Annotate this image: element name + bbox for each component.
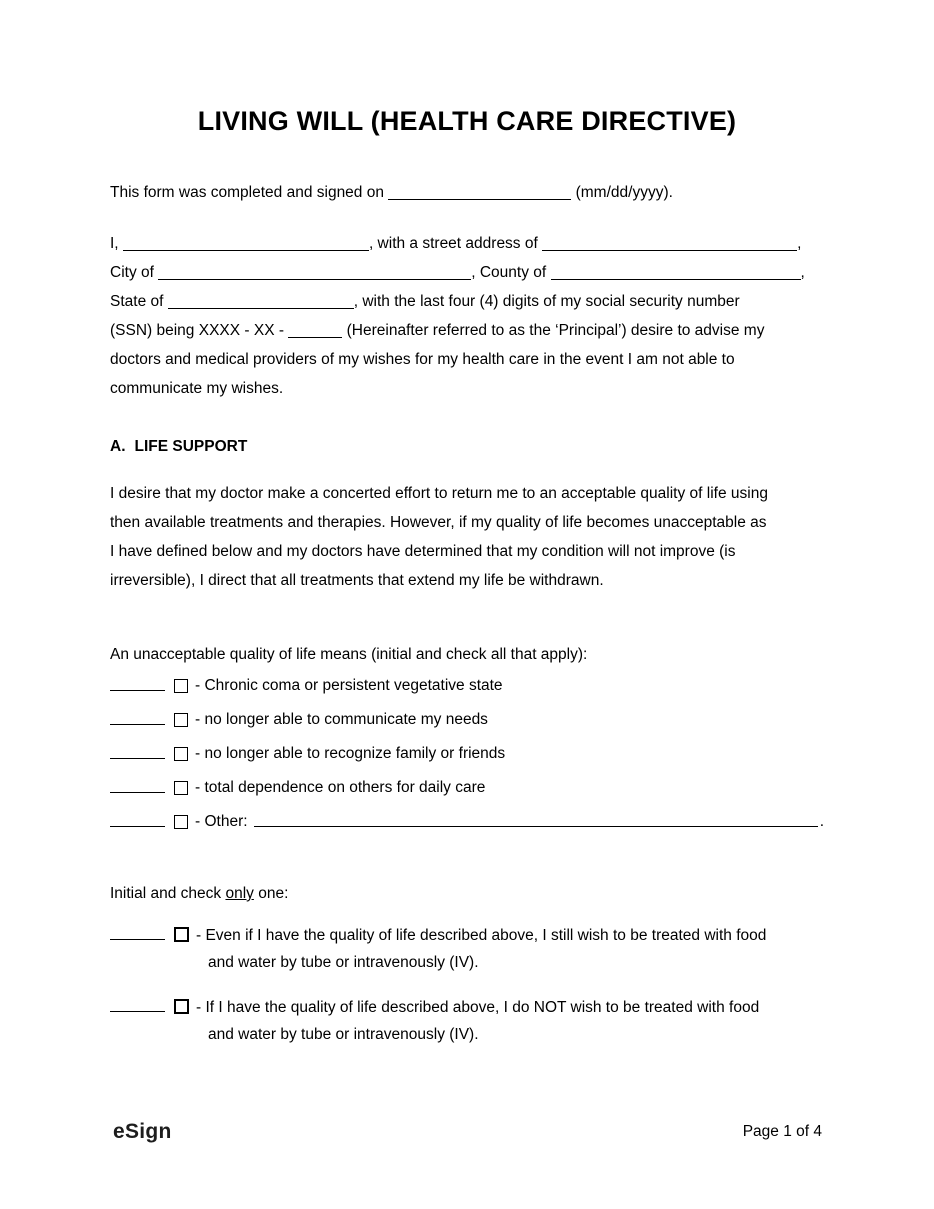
document-title: LIVING WILL (HEALTH CARE DIRECTIVE) bbox=[197, 106, 737, 136]
ssn-prefix-text: (SSN) being XXXX - XX - bbox=[110, 322, 285, 339]
section-a-heading bbox=[110, 438, 824, 456]
principal-line-6: communicate my wishes. bbox=[110, 380, 284, 397]
quality-item-label: - Chronic coma or persistent vegetative state bbox=[195, 677, 503, 694]
page-footer bbox=[113, 1120, 822, 1144]
feeding-intro-before: Initial and check bbox=[110, 885, 222, 902]
state-of-text: State of bbox=[110, 293, 164, 310]
life-support-line: irreversible), I direct that all treatments that extend my life be withdrawn. bbox=[110, 572, 604, 589]
feeding-option-line2: and water by tube or intravenously (IV). bbox=[208, 1025, 479, 1043]
feeding-option-row bbox=[110, 995, 824, 1048]
section-a-title: LIFE SUPPORT bbox=[134, 438, 248, 455]
hereinafter-text: (Hereinafter referred to as the ‘Principal’) desire to advise my bbox=[346, 322, 765, 339]
date-blank[interactable] bbox=[388, 199, 571, 200]
initials-blank[interactable] bbox=[110, 724, 165, 725]
initials-blank[interactable] bbox=[110, 939, 165, 940]
quality-item-label: - total dependence on others for daily care bbox=[195, 779, 486, 796]
principal-line-2 bbox=[110, 258, 824, 287]
principal-line-4 bbox=[110, 316, 824, 345]
quality-item-label: - no longer able to recognize family or friends bbox=[195, 745, 506, 762]
county-of-text: , County of bbox=[471, 264, 547, 281]
other-label: - Other: bbox=[195, 813, 248, 830]
checkbox-icon[interactable] bbox=[174, 747, 188, 761]
initials-blank[interactable] bbox=[110, 792, 165, 793]
ssn-blank[interactable] bbox=[288, 337, 342, 338]
feeding-intro bbox=[110, 884, 824, 904]
street-address-text: , with a street address of bbox=[368, 235, 538, 252]
principal-line-1 bbox=[110, 229, 824, 258]
other-blank[interactable] bbox=[254, 826, 818, 827]
quality-of-life-intro: An unacceptable quality of life means (initial and check all that apply): bbox=[110, 646, 588, 663]
quality-item-label: - no longer able to communicate my needs bbox=[195, 711, 488, 728]
principal-line1-prefix: I, bbox=[110, 235, 119, 252]
life-support-paragraph bbox=[110, 479, 824, 595]
feeding-intro-only: only bbox=[225, 885, 254, 902]
feeding-option-text bbox=[196, 923, 766, 976]
checkbox-icon[interactable] bbox=[174, 927, 189, 942]
principal-line-5: doctors and medical providers of my wishes for my health care in the event I am not able to bbox=[110, 351, 735, 368]
feeding-option-line1: - If I have the quality of life described above, I do NOT wish to be treated with food bbox=[196, 999, 760, 1016]
signed-on-line bbox=[110, 183, 824, 203]
ssn-intro-text: , with the last four (4) digits of my social security number bbox=[353, 293, 740, 310]
document-body bbox=[110, 0, 824, 1048]
feeding-option-line1: - Even if I have the quality of life described above, I still wish to be treated with food bbox=[196, 927, 767, 944]
principal-paragraph bbox=[110, 229, 824, 403]
initials-blank[interactable] bbox=[110, 826, 165, 827]
principal-line-3 bbox=[110, 287, 824, 316]
life-support-line: I desire that my doctor make a concerted effort to return me to an acceptable quality of life using bbox=[110, 485, 768, 502]
city-blank[interactable] bbox=[158, 279, 471, 280]
quality-item-row bbox=[110, 708, 824, 742]
initials-blank[interactable] bbox=[110, 1011, 165, 1012]
line2-comma: , bbox=[800, 264, 805, 281]
name-blank[interactable] bbox=[123, 250, 369, 251]
feeding-intro-after: one: bbox=[258, 885, 289, 902]
quality-item-row-other bbox=[110, 810, 824, 844]
initials-blank[interactable] bbox=[110, 690, 165, 691]
page-number: Page 1 of 4 bbox=[742, 1123, 822, 1140]
section-a-label: A. bbox=[110, 438, 126, 455]
checkbox-icon[interactable] bbox=[174, 679, 188, 693]
feeding-option-row bbox=[110, 923, 824, 976]
initials-blank[interactable] bbox=[110, 758, 165, 759]
line1-comma: , bbox=[797, 235, 802, 252]
date-format-text: (mm/dd/yyyy). bbox=[575, 184, 673, 201]
quality-item-row bbox=[110, 742, 824, 776]
esign-logo: eSign bbox=[113, 1120, 172, 1143]
quality-item-row bbox=[110, 674, 824, 708]
county-blank[interactable] bbox=[551, 279, 801, 280]
life-support-line: then available treatments and therapies. However, if my quality of life becomes unacceptable as bbox=[110, 514, 767, 531]
life-support-line: I have defined below and my doctors have determined that my condition will not improve (is bbox=[110, 543, 736, 560]
feeding-option-line2: and water by tube or intravenously (IV). bbox=[208, 953, 479, 971]
city-of-text: City of bbox=[110, 264, 154, 281]
checkbox-icon[interactable] bbox=[174, 999, 189, 1014]
state-blank[interactable] bbox=[168, 308, 354, 309]
quality-of-life-list bbox=[110, 674, 824, 844]
signed-on-text: This form was completed and signed on bbox=[110, 184, 384, 201]
checkbox-icon[interactable] bbox=[174, 781, 188, 795]
street-address-blank[interactable] bbox=[542, 250, 797, 251]
feeding-option-text bbox=[196, 995, 759, 1048]
quality-item-row bbox=[110, 776, 824, 810]
other-period: . bbox=[819, 813, 824, 830]
checkbox-icon[interactable] bbox=[174, 815, 188, 829]
checkbox-icon[interactable] bbox=[174, 713, 188, 727]
